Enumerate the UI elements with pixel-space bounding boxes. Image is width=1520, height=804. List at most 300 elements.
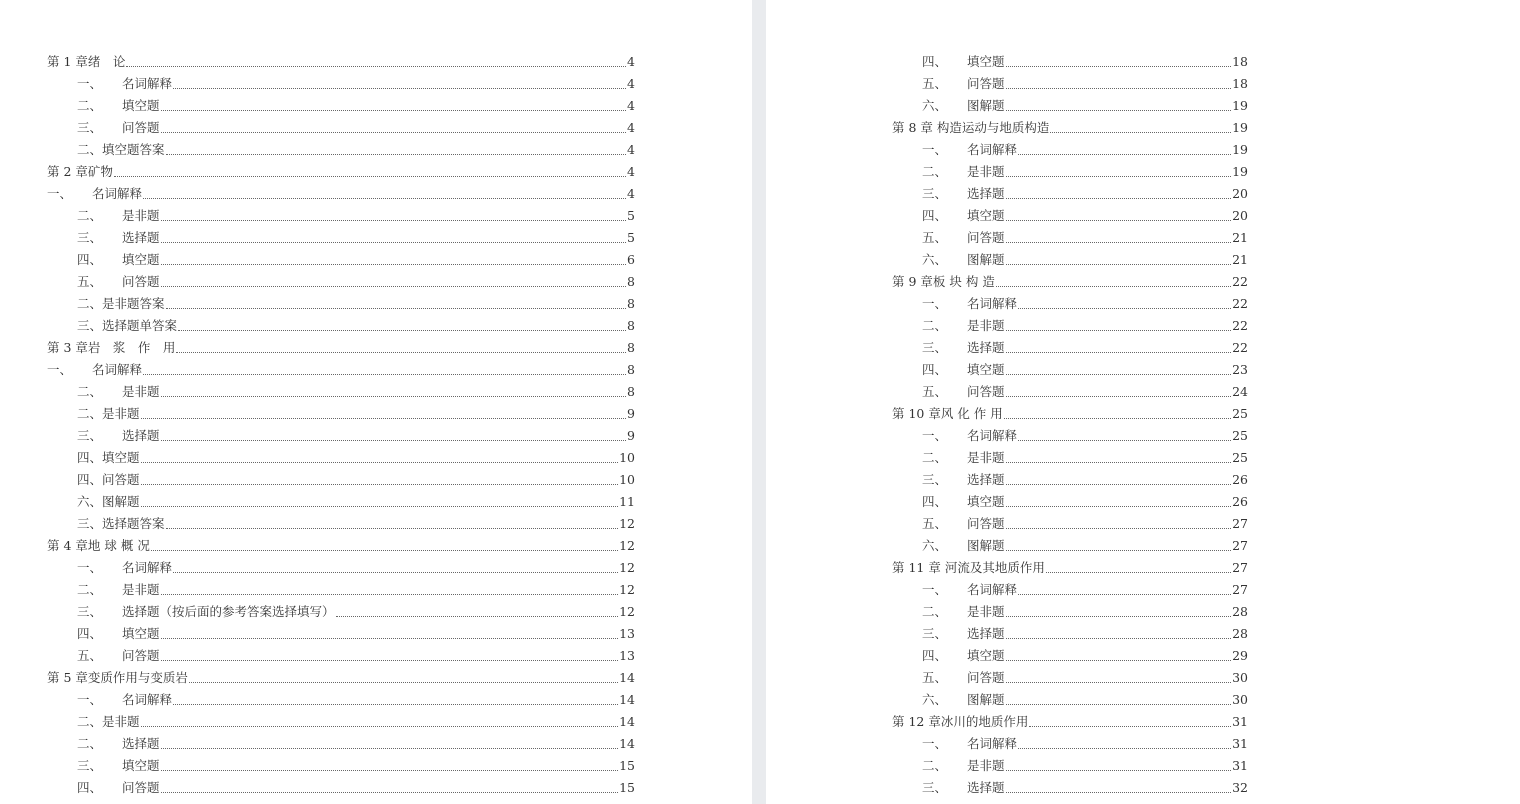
toc-section-entry[interactable] bbox=[892, 139, 1248, 161]
toc-dot-leader bbox=[161, 748, 619, 749]
toc-dot-leader bbox=[161, 264, 627, 265]
toc-entry-title: 名词解释 bbox=[122, 560, 173, 575]
toc-entry-number: 四、 bbox=[77, 252, 103, 267]
toc-entry-number: 四、 bbox=[922, 362, 948, 377]
toc-page-number: 29 bbox=[1232, 648, 1248, 663]
toc-entry-number: 一、 bbox=[77, 560, 103, 575]
toc-dot-leader bbox=[161, 594, 619, 595]
document-page-left bbox=[0, 0, 752, 804]
toc-page-number: 8 bbox=[627, 274, 635, 289]
toc-page-number: 14 bbox=[619, 736, 635, 751]
toc-entry-title: 名词解释 bbox=[967, 142, 1018, 157]
toc-page-number: 4 bbox=[627, 98, 635, 113]
toc-page-number: 4 bbox=[627, 54, 635, 69]
toc-entry-title: 第 1 章绪 论 bbox=[47, 54, 126, 69]
toc-section-entry[interactable] bbox=[892, 161, 1248, 183]
toc-page-number: 22 bbox=[1232, 296, 1248, 311]
toc-chapter-entry[interactable] bbox=[47, 337, 635, 359]
table-of-contents-left bbox=[47, 51, 635, 799]
toc-section-entry[interactable] bbox=[892, 447, 1248, 469]
toc-entry-number: 五、 bbox=[922, 670, 948, 685]
toc-section-entry[interactable] bbox=[47, 73, 635, 95]
toc-section-entry[interactable] bbox=[47, 491, 635, 513]
toc-section-entry[interactable] bbox=[47, 645, 635, 667]
toc-page-number: 5 bbox=[627, 208, 635, 223]
toc-dot-leader bbox=[1029, 726, 1231, 727]
toc-dot-leader bbox=[143, 198, 626, 199]
toc-entry-title: 四、填空题 bbox=[77, 450, 140, 465]
toc-entry-number: 一、 bbox=[922, 296, 948, 311]
toc-page-number: 27 bbox=[1232, 538, 1248, 553]
toc-entry-number: 一、 bbox=[922, 142, 948, 157]
toc-dot-leader bbox=[1006, 198, 1232, 199]
toc-section-entry[interactable] bbox=[892, 667, 1248, 689]
toc-entry-number: 二、 bbox=[77, 208, 103, 223]
toc-section-entry[interactable] bbox=[892, 227, 1248, 249]
toc-dot-leader bbox=[141, 462, 619, 463]
toc-entry-number: 四、 bbox=[922, 208, 948, 223]
toc-entry-number: 三、 bbox=[922, 472, 948, 487]
toc-dot-leader bbox=[1050, 132, 1231, 133]
toc-entry-title: 第 10 章风 化 作 用 bbox=[892, 406, 1003, 421]
toc-entry-number: 五、 bbox=[922, 76, 948, 91]
toc-entry-title: 问答题 bbox=[122, 274, 160, 289]
toc-section-entry[interactable] bbox=[892, 315, 1248, 337]
toc-section-entry[interactable] bbox=[47, 117, 635, 139]
toc-page-number: 19 bbox=[1232, 98, 1248, 113]
toc-section-entry[interactable] bbox=[47, 579, 635, 601]
toc-entry-title: 填空题 bbox=[967, 54, 1005, 69]
toc-entry-title: 二、是非题 bbox=[77, 406, 140, 421]
toc-page-number: 4 bbox=[627, 76, 635, 91]
toc-page-number: 21 bbox=[1232, 252, 1248, 267]
toc-entry-number: 一、 bbox=[47, 362, 73, 377]
toc-chapter-entry[interactable] bbox=[892, 557, 1248, 579]
toc-entry-number: 五、 bbox=[922, 384, 948, 399]
toc-dot-leader bbox=[141, 506, 619, 507]
toc-entry-title: 图解题 bbox=[967, 538, 1005, 553]
toc-dot-leader bbox=[1006, 352, 1232, 353]
toc-dot-leader bbox=[151, 550, 618, 551]
toc-entry-title: 选择题 bbox=[122, 230, 160, 245]
toc-section-entry[interactable] bbox=[47, 139, 635, 161]
toc-page-number: 27 bbox=[1232, 516, 1248, 531]
toc-entry-title: 二、是非题 bbox=[77, 714, 140, 729]
toc-entry-number: 四、 bbox=[922, 54, 948, 69]
toc-section-entry[interactable] bbox=[892, 689, 1248, 711]
toc-chapter-entry[interactable] bbox=[892, 403, 1248, 425]
toc-section-entry[interactable] bbox=[47, 425, 635, 447]
toc-entry-title: 填空题 bbox=[967, 362, 1005, 377]
toc-entry-number: 四、 bbox=[922, 494, 948, 509]
toc-dot-leader bbox=[1006, 330, 1232, 331]
toc-entry-number: 二、 bbox=[77, 384, 103, 399]
toc-entry-number: 三、 bbox=[922, 780, 948, 795]
toc-entry-title: 选择题 bbox=[967, 472, 1005, 487]
toc-dot-leader bbox=[1006, 88, 1232, 89]
toc-page-number: 31 bbox=[1232, 714, 1248, 729]
toc-chapter-entry[interactable] bbox=[47, 535, 635, 557]
toc-entry-number: 六、 bbox=[922, 538, 948, 553]
toc-dot-leader bbox=[141, 418, 627, 419]
toc-dot-leader bbox=[1006, 264, 1232, 265]
toc-dot-leader bbox=[996, 286, 1231, 287]
toc-entry-title: 是非题 bbox=[967, 758, 1005, 773]
toc-chapter-entry[interactable] bbox=[892, 271, 1248, 293]
toc-section-entry[interactable] bbox=[892, 51, 1248, 73]
toc-dot-leader bbox=[114, 176, 626, 177]
toc-entry-number: 一、 bbox=[922, 736, 948, 751]
toc-dot-leader bbox=[1018, 594, 1231, 595]
toc-entry-number: 三、 bbox=[922, 626, 948, 641]
toc-page-number: 12 bbox=[619, 582, 635, 597]
toc-entry-title: 第 4 章地 球 概 况 bbox=[47, 538, 150, 553]
toc-dot-leader bbox=[1006, 506, 1232, 507]
toc-section-entry[interactable] bbox=[892, 293, 1248, 315]
toc-section-entry[interactable] bbox=[47, 513, 635, 535]
toc-entry-title: 填空题 bbox=[122, 626, 160, 641]
toc-chapter-entry[interactable] bbox=[892, 117, 1248, 139]
toc-dot-leader bbox=[1006, 682, 1232, 683]
toc-page-number: 11 bbox=[619, 494, 635, 509]
toc-section-entry[interactable] bbox=[892, 645, 1248, 667]
toc-page-number: 8 bbox=[627, 318, 635, 333]
toc-dot-leader bbox=[161, 396, 627, 397]
toc-entry-title: 是非题 bbox=[122, 208, 160, 223]
toc-page-number: 8 bbox=[627, 384, 635, 399]
toc-entry-title: 图解题 bbox=[967, 98, 1005, 113]
toc-entry-number: 五、 bbox=[922, 516, 948, 531]
toc-section-entry[interactable] bbox=[892, 755, 1248, 777]
toc-dot-leader bbox=[189, 682, 618, 683]
toc-dot-leader bbox=[1006, 792, 1232, 793]
toc-chapter-entry[interactable] bbox=[47, 667, 635, 689]
toc-page-number: 15 bbox=[619, 780, 635, 795]
toc-page-number: 6 bbox=[627, 252, 635, 267]
toc-section-entry[interactable] bbox=[892, 535, 1248, 557]
toc-entry-number: 三、 bbox=[77, 428, 103, 443]
toc-entry-title: 填空题 bbox=[967, 208, 1005, 223]
toc-section-entry[interactable] bbox=[892, 733, 1248, 755]
toc-page-number: 20 bbox=[1232, 186, 1248, 201]
toc-page-number: 31 bbox=[1232, 758, 1248, 773]
toc-section-entry[interactable] bbox=[892, 469, 1248, 491]
toc-entry-title: 是非题 bbox=[122, 384, 160, 399]
toc-section-entry[interactable] bbox=[892, 95, 1248, 117]
toc-section-entry[interactable] bbox=[47, 249, 635, 271]
toc-page-number: 4 bbox=[627, 120, 635, 135]
toc-dot-leader bbox=[141, 484, 619, 485]
toc-entry-number: 四、 bbox=[77, 626, 103, 641]
toc-dot-leader bbox=[176, 352, 626, 353]
toc-entry-title: 是非题 bbox=[967, 450, 1005, 465]
toc-page-number: 14 bbox=[619, 714, 635, 729]
toc-section-entry[interactable] bbox=[47, 95, 635, 117]
toc-page-number: 13 bbox=[619, 648, 635, 663]
toc-section-entry[interactable] bbox=[892, 623, 1248, 645]
toc-dot-leader bbox=[178, 330, 626, 331]
toc-dot-leader bbox=[1006, 176, 1232, 177]
toc-entry-number: 一、 bbox=[47, 186, 73, 201]
toc-section-entry[interactable] bbox=[47, 315, 635, 337]
toc-dot-leader bbox=[1006, 374, 1232, 375]
toc-page-number: 14 bbox=[619, 692, 635, 707]
toc-page-number: 12 bbox=[619, 538, 635, 553]
toc-entry-title: 图解题 bbox=[967, 692, 1005, 707]
toc-section-entry[interactable] bbox=[892, 183, 1248, 205]
toc-entry-title: 名词解释 bbox=[122, 692, 173, 707]
toc-section-entry[interactable] bbox=[47, 381, 635, 403]
toc-page-number: 12 bbox=[619, 604, 635, 619]
toc-entry-number: 四、 bbox=[77, 780, 103, 795]
toc-entry-number: 二、 bbox=[922, 604, 948, 619]
toc-page-number: 22 bbox=[1232, 274, 1248, 289]
toc-dot-leader bbox=[161, 770, 619, 771]
toc-page-number: 9 bbox=[627, 428, 635, 443]
toc-page-number: 26 bbox=[1232, 472, 1248, 487]
toc-entry-number: 三、 bbox=[77, 758, 103, 773]
toc-page-number: 5 bbox=[627, 230, 635, 245]
toc-page-number: 28 bbox=[1232, 604, 1248, 619]
toc-section-entry[interactable] bbox=[892, 491, 1248, 513]
toc-dot-leader bbox=[1006, 616, 1232, 617]
toc-entry-title: 选择题 bbox=[122, 428, 160, 443]
toc-section-entry[interactable] bbox=[47, 689, 635, 711]
toc-entry-title: 选择题 bbox=[967, 780, 1005, 795]
toc-dot-leader bbox=[1006, 770, 1232, 771]
toc-entry-title: 填空题 bbox=[122, 758, 160, 773]
toc-entry-title: 填空题 bbox=[967, 648, 1005, 663]
toc-entry-title: 第 2 章矿物 bbox=[47, 164, 113, 179]
toc-page-number: 31 bbox=[1232, 736, 1248, 751]
toc-entry-title: 问答题 bbox=[967, 230, 1005, 245]
toc-page-number: 25 bbox=[1232, 406, 1248, 421]
toc-dot-leader bbox=[1006, 528, 1232, 529]
toc-chapter-entry[interactable] bbox=[47, 161, 635, 183]
toc-section-entry[interactable] bbox=[47, 227, 635, 249]
toc-section-entry[interactable] bbox=[47, 711, 635, 733]
toc-entry-title: 名词解释 bbox=[967, 296, 1018, 311]
toc-entry-title: 第 3 章岩 浆 作 用 bbox=[47, 340, 176, 355]
toc-section-entry[interactable] bbox=[47, 733, 635, 755]
toc-section-entry[interactable] bbox=[47, 403, 635, 425]
toc-entry-title: 选择题 bbox=[967, 340, 1005, 355]
toc-dot-leader bbox=[1046, 572, 1231, 573]
toc-entry-title: 问答题 bbox=[967, 670, 1005, 685]
toc-page-number: 10 bbox=[619, 450, 635, 465]
toc-entry-title: 第 12 章冰川的地质作用 bbox=[892, 714, 1029, 729]
toc-dot-leader bbox=[161, 220, 627, 221]
toc-section-entry[interactable] bbox=[892, 601, 1248, 623]
toc-entry-number: 三、 bbox=[922, 186, 948, 201]
toc-section-entry[interactable] bbox=[47, 469, 635, 491]
toc-page-number: 25 bbox=[1232, 428, 1248, 443]
toc-dot-leader bbox=[1006, 462, 1232, 463]
toc-entry-title: 问答题 bbox=[122, 120, 160, 135]
toc-section-entry[interactable] bbox=[892, 205, 1248, 227]
toc-dot-leader bbox=[161, 132, 627, 133]
toc-page-number: 15 bbox=[619, 758, 635, 773]
toc-dot-leader bbox=[1006, 550, 1232, 551]
toc-page-number: 26 bbox=[1232, 494, 1248, 509]
toc-page-number: 30 bbox=[1232, 670, 1248, 685]
toc-entry-number: 五、 bbox=[922, 230, 948, 245]
toc-dot-leader bbox=[161, 286, 627, 287]
toc-entry-number: 三、 bbox=[922, 340, 948, 355]
toc-entry-title: 问答题 bbox=[967, 384, 1005, 399]
toc-dot-leader bbox=[1006, 396, 1232, 397]
toc-entry-title: 填空题 bbox=[122, 98, 160, 113]
toc-section-entry[interactable] bbox=[892, 359, 1248, 381]
toc-page-number: 30 bbox=[1232, 692, 1248, 707]
toc-entry-number: 三、 bbox=[77, 230, 103, 245]
toc-section-entry[interactable] bbox=[892, 249, 1248, 271]
toc-dot-leader bbox=[161, 660, 619, 661]
toc-entry-title: 第 8 章 构造运动与地质构造 bbox=[892, 120, 1050, 135]
toc-dot-leader bbox=[336, 616, 619, 617]
toc-chapter-entry[interactable] bbox=[892, 711, 1248, 733]
toc-entry-title: 名词解释 bbox=[92, 186, 143, 201]
toc-dot-leader bbox=[1006, 220, 1232, 221]
toc-page-number: 14 bbox=[619, 670, 635, 685]
toc-page-number: 4 bbox=[627, 186, 635, 201]
toc-page-number: 10 bbox=[619, 472, 635, 487]
toc-entry-title: 名词解释 bbox=[967, 582, 1018, 597]
toc-entry-title: 是非题 bbox=[967, 164, 1005, 179]
toc-page-number: 20 bbox=[1232, 208, 1248, 223]
toc-entry-title: 问答题 bbox=[122, 648, 160, 663]
toc-entry-title: 三、选择题单答案 bbox=[77, 318, 178, 333]
document-page-right bbox=[766, 0, 1520, 804]
toc-section-entry[interactable] bbox=[892, 73, 1248, 95]
toc-entry-title: 名词解释 bbox=[967, 736, 1018, 751]
toc-page-number: 22 bbox=[1232, 318, 1248, 333]
toc-entry-number: 一、 bbox=[922, 582, 948, 597]
toc-dot-leader bbox=[126, 66, 626, 67]
toc-entry-title: 第 9 章板 块 构 造 bbox=[892, 274, 995, 289]
toc-page-number: 12 bbox=[619, 560, 635, 575]
toc-dot-leader bbox=[1006, 66, 1232, 67]
toc-entry-title: 六、图解题 bbox=[77, 494, 140, 509]
toc-dot-leader bbox=[1006, 242, 1232, 243]
toc-entry-title: 二、是非题答案 bbox=[77, 296, 165, 311]
toc-entry-number: 二、 bbox=[922, 164, 948, 179]
toc-entry-number: 六、 bbox=[922, 692, 948, 707]
toc-page-number: 8 bbox=[627, 340, 635, 355]
toc-entry-title: 图解题 bbox=[967, 252, 1005, 267]
toc-section-entry[interactable] bbox=[47, 359, 635, 381]
toc-entry-number: 二、 bbox=[922, 758, 948, 773]
toc-dot-leader bbox=[166, 308, 627, 309]
toc-dot-leader bbox=[1018, 308, 1231, 309]
toc-section-entry[interactable] bbox=[47, 271, 635, 293]
toc-entry-title: 问答题 bbox=[967, 76, 1005, 91]
toc-dot-leader bbox=[1006, 660, 1232, 661]
toc-page-number: 4 bbox=[627, 164, 635, 179]
toc-dot-leader bbox=[161, 242, 627, 243]
toc-entry-number: 一、 bbox=[922, 428, 948, 443]
toc-entry-title: 填空题 bbox=[967, 494, 1005, 509]
toc-page-number: 23 bbox=[1232, 362, 1248, 377]
toc-dot-leader bbox=[1018, 154, 1231, 155]
toc-entry-title: 填空题 bbox=[122, 252, 160, 267]
toc-dot-leader bbox=[1006, 484, 1232, 485]
toc-entry-title: 名词解释 bbox=[92, 362, 143, 377]
toc-entry-title: 第 5 章变质作用与变质岩 bbox=[47, 670, 188, 685]
toc-page-number: 18 bbox=[1232, 54, 1248, 69]
toc-section-entry[interactable] bbox=[47, 183, 635, 205]
toc-section-entry[interactable] bbox=[47, 293, 635, 315]
toc-section-entry[interactable] bbox=[47, 205, 635, 227]
toc-dot-leader bbox=[161, 440, 627, 441]
toc-entry-title: 是非题 bbox=[967, 318, 1005, 333]
toc-dot-leader bbox=[1018, 440, 1231, 441]
toc-section-entry[interactable] bbox=[47, 557, 635, 579]
toc-entry-number: 一、 bbox=[77, 76, 103, 91]
toc-dot-leader bbox=[166, 528, 619, 529]
toc-entry-number: 六、 bbox=[922, 98, 948, 113]
table-of-contents-right bbox=[892, 51, 1248, 799]
toc-section-entry[interactable] bbox=[892, 513, 1248, 535]
toc-dot-leader bbox=[173, 704, 618, 705]
toc-chapter-entry[interactable] bbox=[47, 51, 635, 73]
toc-page-number: 21 bbox=[1232, 230, 1248, 245]
toc-page-number: 18 bbox=[1232, 76, 1248, 91]
toc-entry-title: 三、选择题答案 bbox=[77, 516, 165, 531]
toc-page-number: 19 bbox=[1232, 164, 1248, 179]
toc-section-entry[interactable] bbox=[47, 601, 635, 623]
toc-entry-number: 二、 bbox=[922, 450, 948, 465]
toc-dot-leader bbox=[166, 154, 627, 155]
toc-entry-title: 是非题 bbox=[122, 582, 160, 597]
toc-page-number: 25 bbox=[1232, 450, 1248, 465]
toc-page-number: 13 bbox=[619, 626, 635, 641]
toc-page-number: 19 bbox=[1232, 120, 1248, 135]
toc-entry-number: 一、 bbox=[77, 692, 103, 707]
toc-dot-leader bbox=[1006, 638, 1232, 639]
toc-section-entry[interactable] bbox=[47, 777, 635, 799]
toc-dot-leader bbox=[1006, 110, 1232, 111]
toc-dot-leader bbox=[173, 572, 618, 573]
toc-entry-title: 是非题 bbox=[967, 604, 1005, 619]
toc-entry-number: 三、 bbox=[77, 604, 103, 619]
toc-section-entry[interactable] bbox=[892, 777, 1248, 799]
toc-page-number: 4 bbox=[627, 142, 635, 157]
toc-page-number: 22 bbox=[1232, 340, 1248, 355]
toc-section-entry[interactable] bbox=[47, 447, 635, 469]
toc-page-number: 12 bbox=[619, 516, 635, 531]
toc-section-entry[interactable] bbox=[892, 425, 1248, 447]
toc-dot-leader bbox=[1006, 704, 1232, 705]
toc-entry-number: 三、 bbox=[77, 120, 103, 135]
toc-entry-number: 四、 bbox=[922, 648, 948, 663]
toc-entry-title: 选择题 bbox=[122, 736, 160, 751]
toc-section-entry[interactable] bbox=[892, 381, 1248, 403]
toc-entry-number: 五、 bbox=[77, 648, 103, 663]
toc-page-number: 8 bbox=[627, 362, 635, 377]
toc-dot-leader bbox=[161, 110, 627, 111]
toc-section-entry[interactable] bbox=[892, 579, 1248, 601]
toc-dot-leader bbox=[1018, 748, 1231, 749]
toc-dot-leader bbox=[1004, 418, 1231, 419]
toc-section-entry[interactable] bbox=[47, 623, 635, 645]
toc-dot-leader bbox=[143, 374, 626, 375]
toc-entry-title: 第 11 章 河流及其地质作用 bbox=[892, 560, 1045, 575]
toc-page-number: 27 bbox=[1232, 582, 1248, 597]
toc-section-entry[interactable] bbox=[892, 337, 1248, 359]
toc-section-entry[interactable] bbox=[47, 755, 635, 777]
toc-page-number: 19 bbox=[1232, 142, 1248, 157]
